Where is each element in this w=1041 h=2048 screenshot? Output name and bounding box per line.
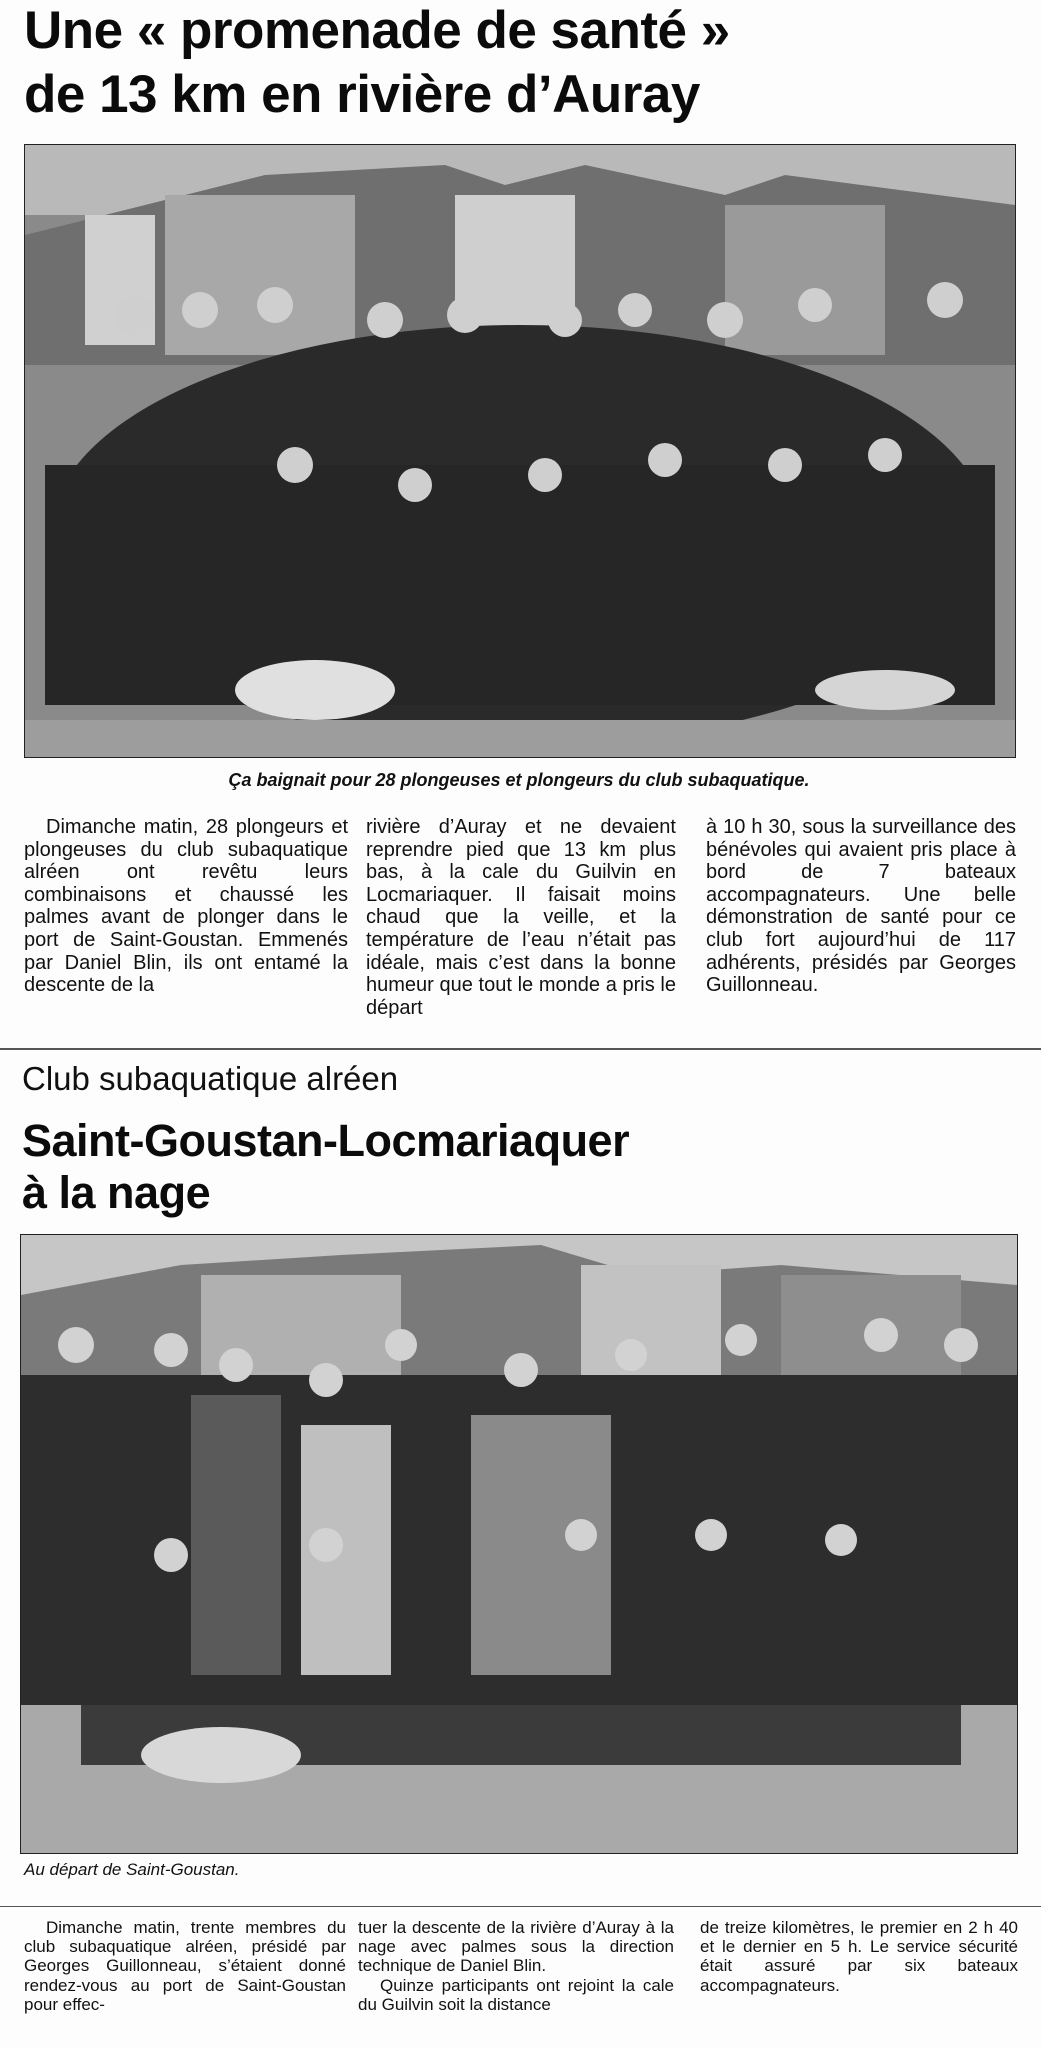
article-1-headline-line-2: de 13 km en rivière d’Auray bbox=[24, 65, 700, 124]
article-2-group-photo bbox=[20, 1234, 1018, 1854]
article-2-column-2-paragraph-2: Quinze participants ont rejoint la cale du Guilvin soit la distance bbox=[358, 1975, 674, 2014]
article-1-column-2: rivière d’Auray et ne devaient reprendre pied que 13 km plus bas, à la cale du Guilvin en Locmariaquer. Il faisait moins chaud que la veille, et la température de l’eau n’était pas idéale, mais c’est dans la bonne humeur que tout le monde a pris le départ bbox=[366, 816, 676, 1019]
article-1-column-1: Dimanche matin, 28 plongeurs et plongeuses du club subaquatique alréen ont revêtu leurs combinaisons et chaussé les palmes avant de plonger dans le port de Saint-Goustan. Emmenés par Daniel Blin, ils ont entamé la descente de la bbox=[24, 816, 348, 997]
article-2-kicker: Club subaquatique alréen bbox=[22, 1060, 399, 1097]
caption-rule bbox=[0, 1906, 1041, 1907]
article-2-column-1: Dimanche matin, trente membres du club subaquatique alréen, présidé par Georges Guillonneau, s’étaient donné rendez-vous au port de Saint-Goustan pour effec- bbox=[24, 1918, 346, 2014]
article-2-column-2 bbox=[358, 1918, 674, 2014]
article-2-headline-line-1: Saint-Goustan-Locmariaquer bbox=[22, 1115, 630, 1166]
article-separator bbox=[0, 1048, 1041, 1050]
article-2-column-2-paragraph-1: tuer la descente de la rivière d’Auray à la nage avec palmes sous la direction technique de Daniel Blin. bbox=[358, 1918, 674, 1976]
article-2-photo-caption: Au départ de Saint-Goustan. bbox=[24, 1860, 240, 1879]
article-2-headline-line-2: à la nage bbox=[22, 1167, 211, 1218]
article-1-column-3: à 10 h 30, sous la surveillance des bénévoles qui avaient pris place à bord de 7 bateaux accompagnateurs. Une belle démonstration de santé pour ce club fort aujourd’hui de 117 adhérents, présidés par Georges Guillonneau. bbox=[706, 816, 1016, 997]
article-1-photo-caption: Ça baignait pour 28 plongeuses et plongeurs du club subaquatique. bbox=[228, 770, 810, 790]
article-2-column-3: de treize kilomètres, le premier en 2 h 40 et le dernier en 5 h. Le service sécurité était assuré par six bateaux accompagnateurs. bbox=[700, 1918, 1018, 1995]
article-1-headline-line-1: Une « promenade de santé » bbox=[24, 1, 730, 60]
article-1-group-photo bbox=[24, 144, 1016, 758]
